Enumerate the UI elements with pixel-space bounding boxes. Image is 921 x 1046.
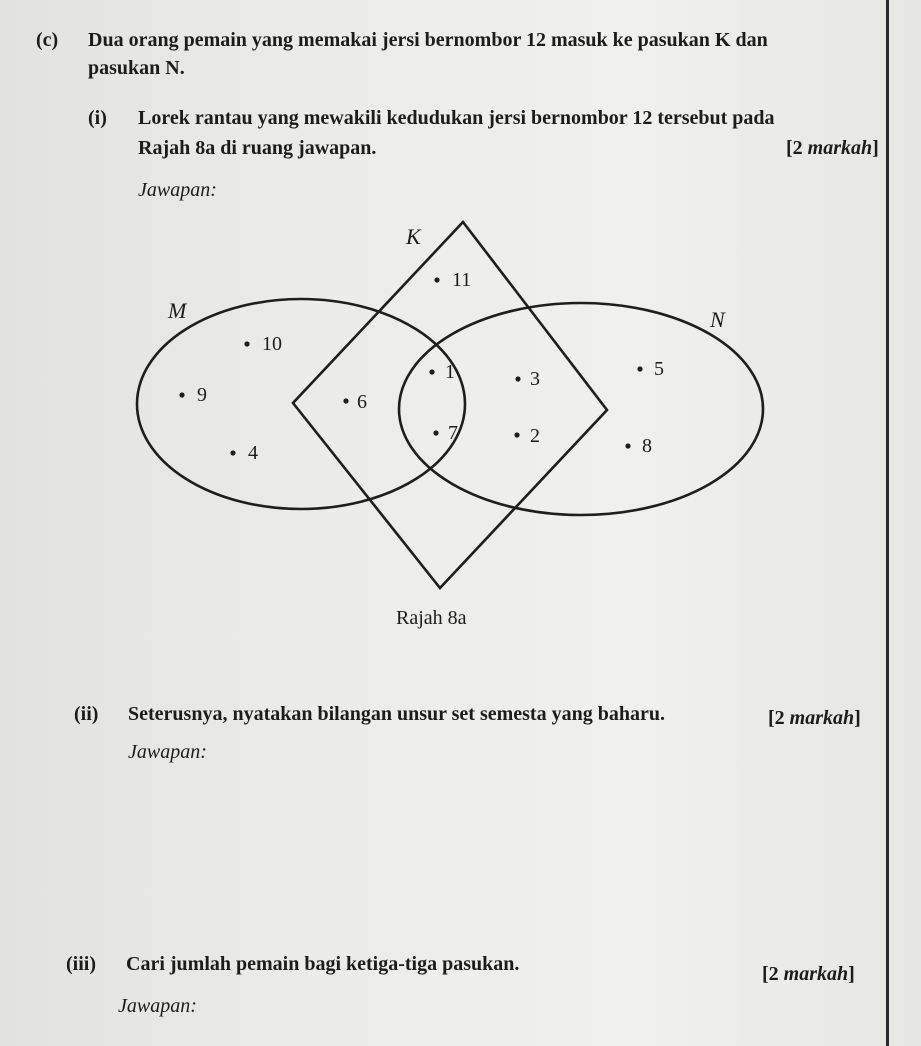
part-ii-answer-label: Jawapan: [128, 741, 207, 763]
question-intro-line2: pasukan N. [88, 57, 185, 79]
set-m-label: M [168, 298, 187, 323]
part-iii-marks: [2 markah] [762, 963, 855, 985]
element-1: 1 [445, 361, 455, 383]
dot-6 [343, 398, 348, 403]
element-10: 10 [262, 333, 282, 355]
part-ii-text: Seterusnya, nyatakan bilangan unsur set semesta yang baharu. [128, 703, 665, 725]
part-i-marks: [2 markah] [786, 137, 879, 159]
element-8: 8 [642, 435, 652, 457]
part-i-line1: Lorek rantau yang mewakili kedudukan jersi bernombor 12 tersebut pada [138, 107, 775, 129]
set-k-label: K [406, 224, 421, 249]
set-n-label: N [710, 307, 725, 332]
element-6: 6 [357, 391, 367, 413]
set-m-ellipse [137, 299, 465, 509]
element-2: 2 [530, 425, 540, 447]
part-i-answer-label: Jawapan: [138, 179, 217, 201]
dot-10 [244, 341, 249, 346]
element-5: 5 [654, 358, 664, 380]
element-9: 9 [197, 384, 207, 406]
part-iii-text: Cari jumlah pemain bagi ketiga-tiga pasukan. [126, 953, 520, 975]
dot-8 [625, 443, 630, 448]
part-iii-label: (iii) [66, 953, 96, 975]
diagram-caption: Rajah 8a [396, 607, 467, 629]
dot-3 [515, 376, 520, 381]
part-iii-answer-label: Jawapan: [118, 995, 197, 1017]
part-i-line2: Rajah 8a di ruang jawapan. [138, 137, 377, 159]
dot-2 [514, 432, 519, 437]
element-3: 3 [530, 368, 540, 390]
dot-11 [434, 277, 439, 282]
part-ii-marks: [2 markah] [768, 707, 861, 729]
element-4: 4 [248, 442, 258, 464]
part-i-label: (i) [88, 107, 107, 129]
set-n-ellipse [399, 303, 763, 515]
part-c-label: (c) [36, 29, 59, 51]
dot-4 [230, 450, 235, 455]
dot-5 [637, 366, 642, 371]
dot-9 [179, 392, 184, 397]
element-7: 7 [448, 422, 458, 444]
question-intro-line1: Dua orang pemain yang memakai jersi bernombor 12 masuk ke pasukan K dan [88, 29, 768, 51]
part-ii-label: (ii) [74, 703, 99, 725]
element-11: 11 [452, 269, 472, 291]
set-k-square [293, 222, 607, 588]
dot-1 [429, 369, 434, 374]
dot-7 [433, 430, 438, 435]
